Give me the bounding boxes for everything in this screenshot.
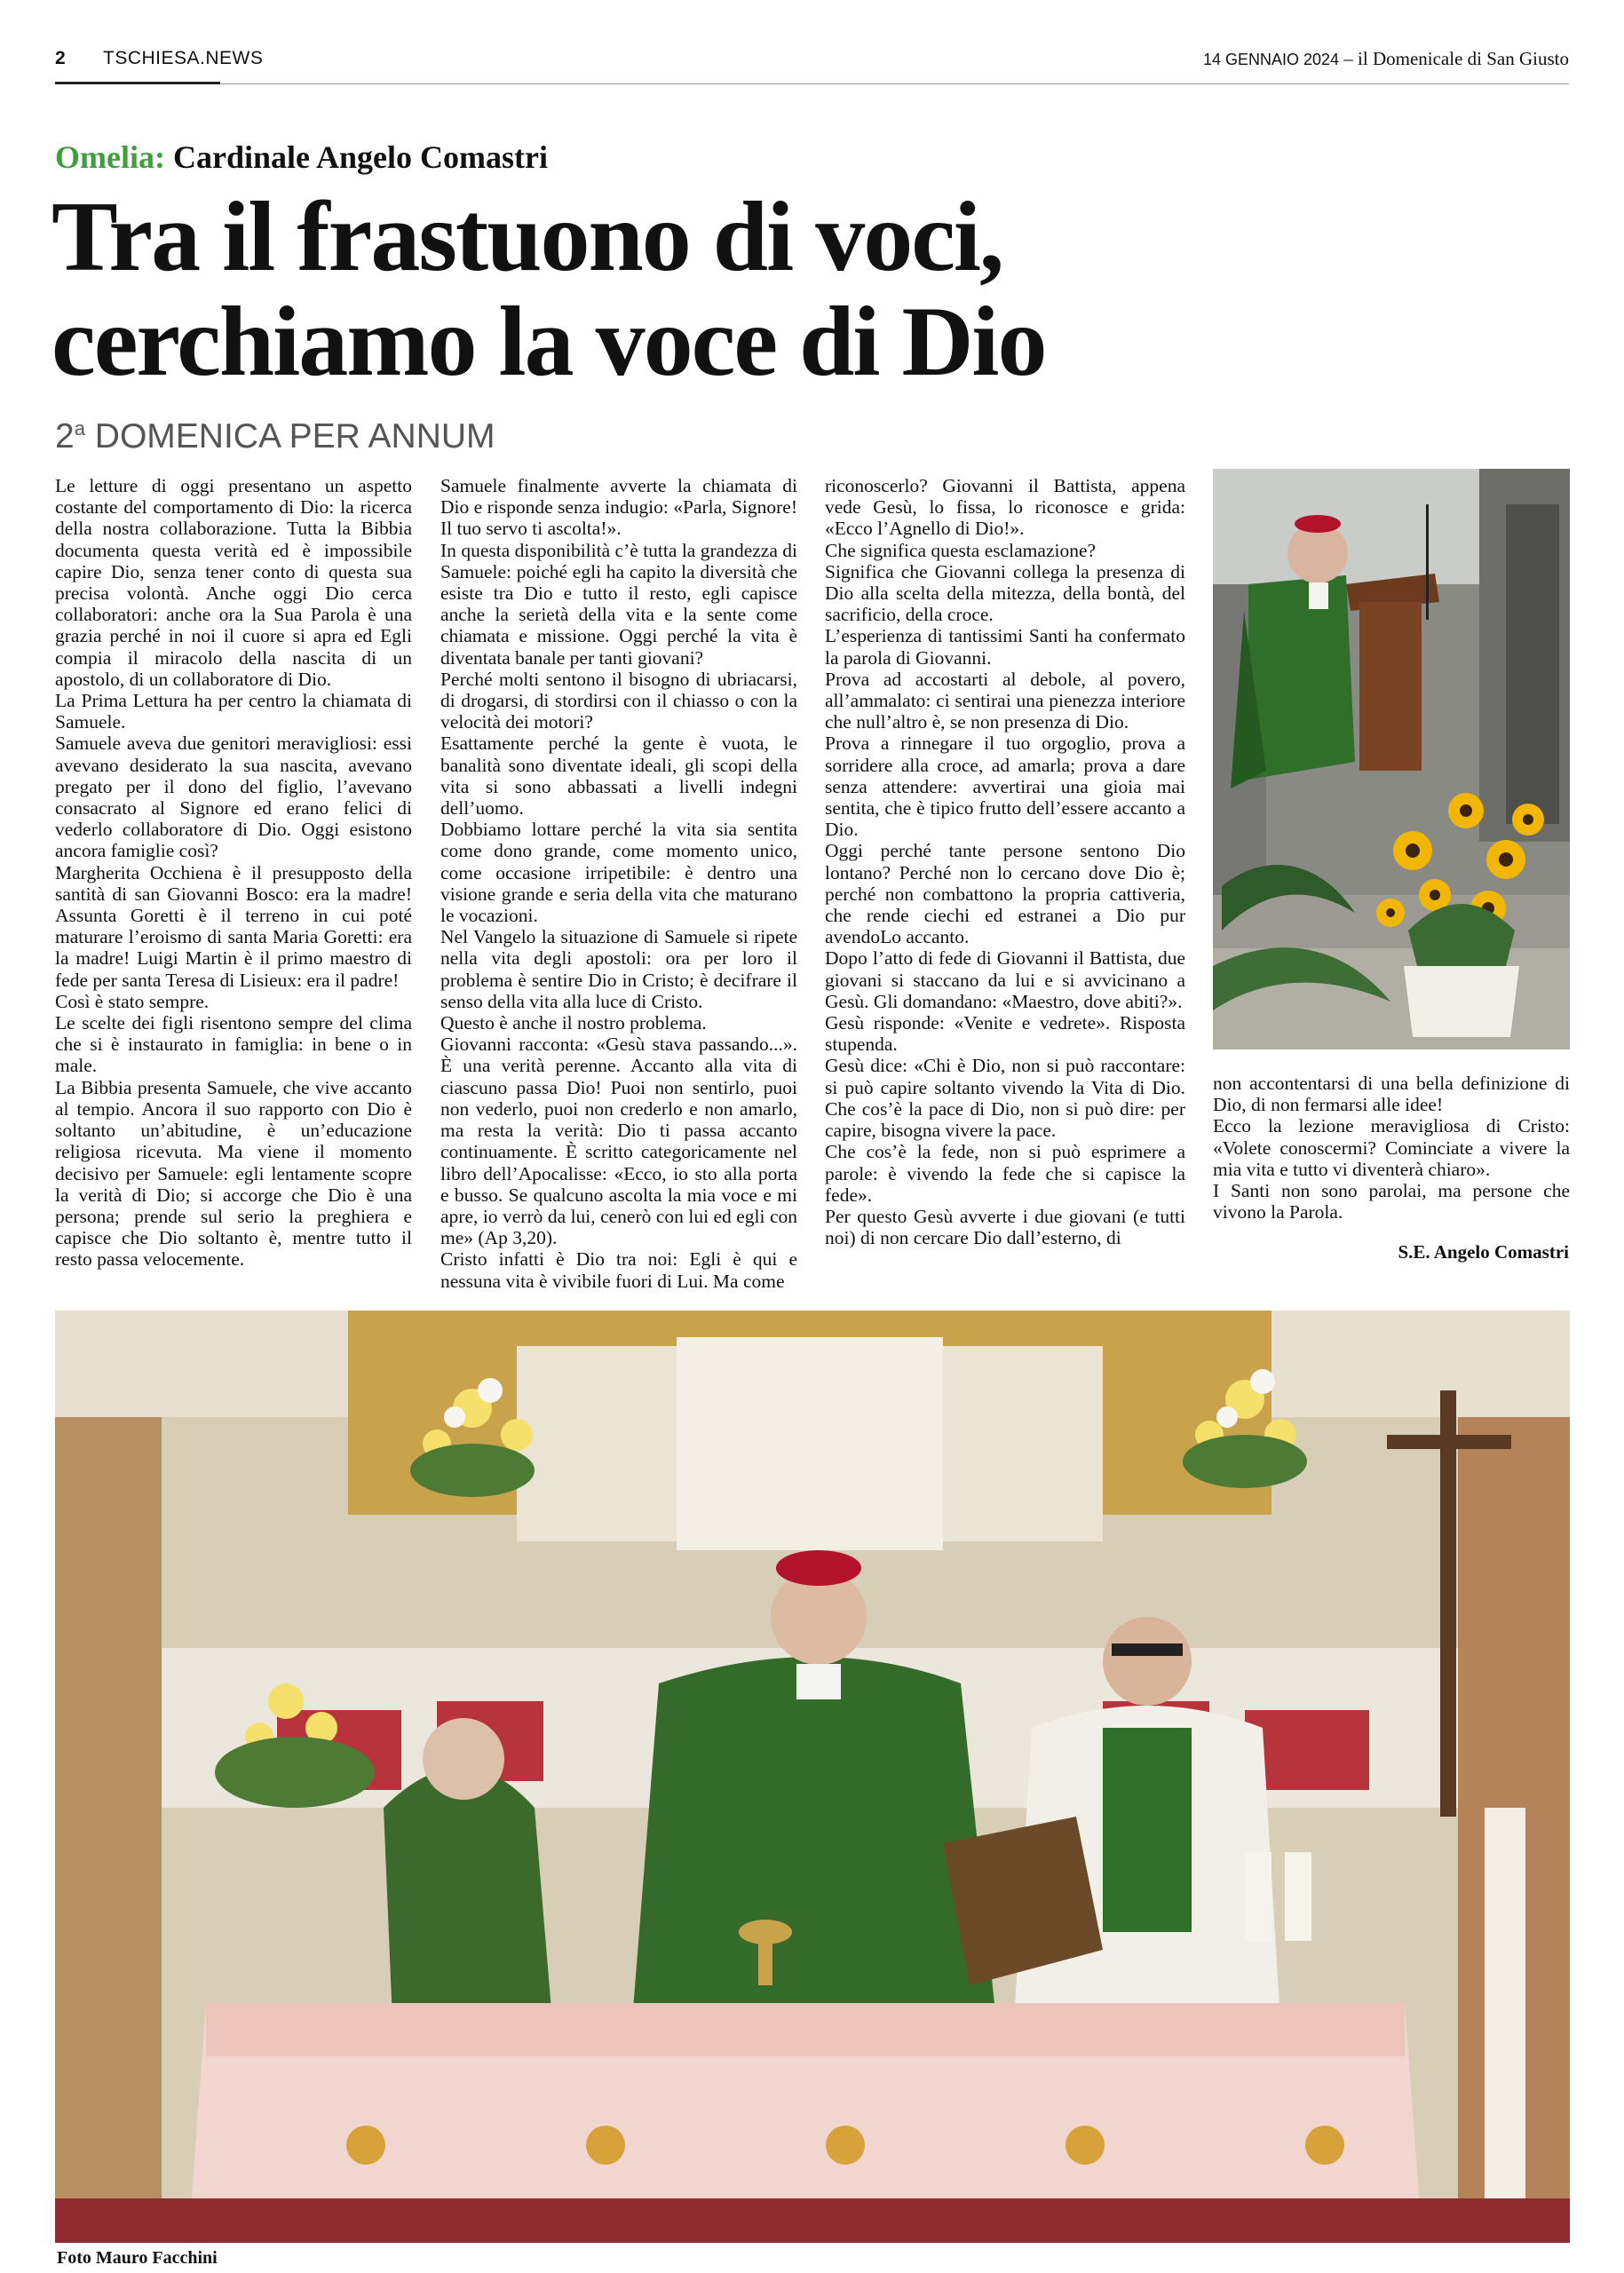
header-rule-accent: [55, 82, 220, 84]
paragraph: Per questo Gesù avverte i due giovani (e tutti noi) di non cercare Dio dall’esterno, di: [825, 1205, 1185, 1249]
paragraph: Dopo l’atto di fede di Giovanni il Battista, due giovani si staccano da lui e si avvicinano a Gesù. Gli domandano: «Maestro, dove abiti?».: [825, 947, 1185, 1012]
photo-cardinal-at-lectern: [1213, 469, 1570, 1049]
paragraph: Oggi perché tante persone sentono Dio lontano? Perché non lo cercano dove Dio è; perché non combattono la propria cattiveria, che rende ciechi ed estranei a Dio pur avendoLo accanto.: [825, 840, 1185, 948]
paragraph: La Bibbia presenta Samuele, che vive accanto al tempio. Ancora il suo rapporto con Dio è soltanto un’abitudine, è un’educazione religiosa ricevuta. Ma viene il momento decisivo per Samuele: egli lentamente scopre la verità di Dio; si accorge che Dio è una persona; prende sul serio la preghiera e capisce che Dio soltanto è, mentre tutto il resto passa velocemente.: [55, 1076, 412, 1271]
article-column-4: [1213, 1073, 1570, 1223]
paragraph: In questa disponibilità c’è tutta la grandezza di Samuele: poiché egli ha capito la diversità che esiste tra Dio e tutto il resto, egli capisce anche la serietà della vita e la sente come chiamata e missione. Oggi perché la vita è diventata banale per tanti giovani?: [440, 539, 797, 669]
paragraph: Prova a rinnegare il tuo orgoglio, prova a sorridere alla croce, ad amarla; prova a dare senza attendere: avvertirai una gioia mai sentita, che è tipico frutto dell’essere accanto a Dio.: [825, 733, 1185, 841]
paragraph: riconoscerlo? Giovanni il Battista, appena vede Gesù, lo fissa, lo riconosce e grida: «Ecco l’Agnello di Dio!».: [825, 475, 1185, 540]
issue-separator: –: [1339, 48, 1359, 69]
paragraph: Samuele aveva due genitori meravigliosi: essi avevano desiderato la sua nascita, avevano pregato per il dono del figlio, l’avevano consacrato al Signore ed erano felici di vederlo collaboratore di Dio. Oggi esistono ancora famiglie così?: [55, 733, 412, 862]
headline-line-1: Tra il frastuono di voci,: [51, 182, 1003, 292]
paragraph: Samuele finalmente avverte la chiamata di Dio e risponde senza indugio: «Parla, Signore! Il tuo servo ti ascolta!».: [440, 475, 797, 540]
author-signature: S.E. Angelo Comastri: [1398, 1241, 1569, 1263]
article-column-3: [825, 475, 1185, 1248]
kicker-label: Omelia:: [55, 139, 165, 175]
paragraph: Gesù dice: «Chi è Dio, non si può raccontare: si può capire soltanto vivendo la Vita di Dio. Che cos’è la pace di Dio, non si può dire: per capire, bisogna vivere la pace.: [825, 1055, 1185, 1142]
paragraph: Significa che Giovanni collega la presenza di Dio alla scelta della mitezza, della bontà, del sacrificio, della croce.: [825, 560, 1185, 626]
paragraph: Questo è anche il nostro problema.: [440, 1012, 707, 1034]
photo-altar-mass: [55, 1311, 1570, 2243]
header-rule: [55, 83, 1569, 84]
paragraph: Perché molti sentono il bisogno di ubriacarsi, di drogarsi, di stordirsi con il chiasso o con la velocità dei motori?: [440, 668, 797, 733]
paragraph: L’esperienza di tantissimi Santi ha confermato la parola di Giovanni.: [825, 625, 1185, 669]
article-column-2: [440, 475, 797, 1292]
paragraph: Prova ad accostarti al debole, al povero, all’ammalato: ci sentirai una pienezza interiore che null’altro è, se non presenza di Dio.: [825, 668, 1185, 733]
paragraph: Che cos’è la fede, non si può esprimere a parole: è vivendo la fede che si capisce la fede».: [825, 1141, 1185, 1206]
paragraph: I Santi non sono parolai, ma persone che vivono la Parola.: [1213, 1180, 1570, 1224]
kicker: [55, 139, 548, 176]
paragraph: Che significa questa esclamazione?: [825, 539, 1097, 561]
headline: [51, 182, 1295, 397]
publication-name: il Domenicale di San Giusto: [1358, 48, 1569, 69]
photo-cardinal-at-lectern-illustration: [1213, 469, 1570, 1049]
paragraph: Esattamente perché la gente è vuota, le banalità sono diventate ideali, gli scopi della vita si sono abbassati a livelli indegni dell’uomo.: [440, 733, 797, 820]
kicker-author: Cardinale Angelo Comastri: [164, 139, 548, 175]
paragraph: Margherita Occhiena è il presupposto della santità di san Giovanni Bosco: era la madre! Assunta Goretti è il terreno in cui poté maturare l’eroismo di santa Maria Goretti: era la madre! Luigi Martin è il primo maestro di fede per santa Teresa di Lisieux: era il padre!: [55, 861, 412, 991]
paragraph: Gesù risponde: «Venite e vedrete». Risposta stupenda.: [825, 1012, 1185, 1056]
paragraph: Così è stato sempre.: [55, 990, 210, 1012]
subhead-text: DOMENICA PER ANNUM: [84, 417, 495, 455]
paragraph: Le scelte dei figli risentono sempre del clima che si è instaurato in famiglia: in bene o in male.: [55, 1012, 412, 1077]
paragraph: Le letture di oggi presentano un aspetto costante del comportamento di Dio: la ricerca della nostra collaborazione. Tutta la Bibbia documenta questa verità ed è impossibile capire Dio, senza tener conto di questa sua precisa volontà. Anche oggi Dio cerca collaboratori: anche ora la Sua Parola è una grazia perché in noi il cuore si apra ed Egli compia il miracolo della nascita di un apostolo, di un collaboratore di Dio.: [55, 475, 412, 690]
page-number: 2: [55, 48, 66, 68]
site-name[interactable]: TSCHIESA.NEWS: [103, 48, 264, 68]
subhead-ordinal: 2: [55, 417, 75, 455]
paragraph: Cristo infatti è Dio tra noi: Egli è qui e nessuna vita è vivibile fuori di Lui. Ma come: [440, 1248, 797, 1292]
paragraph: Giovanni racconta: «Gesù stava passando...». È una verità perenne. Accanto alla vita di ciascuno passa Dio! Puoi non sentirlo, puoi non vederlo, puoi non crederlo e non amarlo, ma resta la verità: Dio ti passa accanto continuamente. È scritto categoricamente nel libro dell’Apocalisse: «Ecco, io sto alla porta e busso. Se qualcuno ascolta la mia voce e mi apre, io verrò da lui, cenerò con lui ed egli con me» (Ap 3,20).: [440, 1034, 797, 1249]
paragraph: La Prima Lettura ha per centro la chiamata di Samuele.: [55, 690, 412, 733]
subhead: [55, 417, 495, 456]
page-header: [55, 48, 1569, 85]
headline-line-2: cerchiamo la voce di Dio: [51, 287, 1046, 397]
photo-altar-mass-illustration: [55, 1311, 1570, 2243]
article-column-1: [55, 475, 412, 1271]
subhead-superscript: a: [74, 417, 85, 440]
paragraph: non accontentarsi di una bella definizione di Dio, di non fermarsi alle idee!: [1213, 1073, 1570, 1116]
issue-date: 14 GENNAIO 2024: [1202, 51, 1340, 68]
photo-credit: Foto Mauro Facchini: [57, 2248, 218, 2268]
issue-info: [1203, 48, 1569, 70]
paragraph: Nel Vangelo la situazione di Samuele si ripete nella vita degli apostoli: ora per loro il problema è sentire Dio in Cristo; è decifrare il senso della vita alla luce di Cristo.: [440, 926, 797, 1012]
paragraph: Dobbiamo lottare perché la vita sia sentita come dono grande, come momento unico, come occasione irripetibile: è dentro una visione grande e seria della vita che maturano le vocazioni.: [440, 819, 797, 927]
paragraph: Ecco la lezione meravigliosa di Cristo: «Volete conoscermi? Cominciate a vivere la mia vita e tutto vi diventerà chiaro».: [1213, 1115, 1570, 1180]
